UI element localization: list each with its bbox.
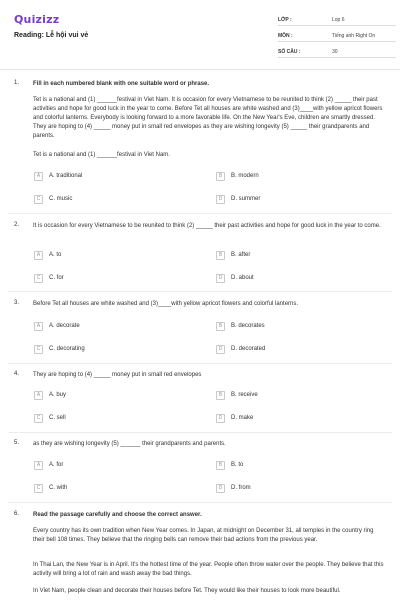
option-letter-box: C [34,274,43,283]
passage-paragraph-1: Every country has its own tradition when New Year comes. In Japan, at midnight on December 31, all temples in the country ring their bell 108 times. They believe that the ringing bells can remove their bad actions from the previous year. [33,528,374,543]
meta-row-subject [278,26,396,42]
option-a[interactable] [34,170,82,182]
option-letter-box: C [34,414,43,423]
option-c[interactable] [34,482,67,494]
question-number: 5. [14,440,20,446]
option-c[interactable] [34,412,66,424]
question-number: 4. [14,371,20,377]
divider [8,363,392,364]
option-letter-box: A [34,461,43,470]
question-stem: as they are wishing longevity (5) ______ their grandparents and parents. [33,441,226,447]
option-letter-box: D [216,414,225,423]
option-b[interactable] [216,170,259,182]
option-letter-box: B [216,322,225,331]
option-label: B. to [231,462,244,468]
worksheet-title: Reading: Lễ hội vui vẻ [14,32,89,39]
meta-row-count [278,42,396,58]
option-b[interactable] [216,320,265,332]
worksheet-meta [278,10,396,58]
divider [8,432,392,433]
option-label: A. decorate [49,323,80,329]
option-d[interactable] [216,412,253,424]
question-number: 2. [14,222,20,228]
option-label: C. sell [49,415,66,421]
option-a[interactable] [34,389,66,401]
option-label: B. decorates [231,323,265,329]
option-c[interactable] [34,193,72,205]
option-letter-box: C [34,484,43,493]
option-letter-box: D [216,484,225,493]
option-label: D. about [231,275,254,281]
question-stem: Tet is a national and (1) ______festival in Viet Nam. [33,152,170,158]
meta-value: Lop 6 [332,17,345,23]
option-label: C. with [49,485,68,491]
question-heading: Fill in each numbered blank with one suitable word or phrase. [33,81,210,87]
option-label: C. for [49,275,64,281]
option-letter-box: B [216,251,225,260]
option-b[interactable] [216,389,258,401]
option-a[interactable] [34,320,80,332]
option-label: C. music [49,196,73,202]
quizizz-logo: Quizizz [14,13,60,26]
passage-paragraph-3: In Viet Nam, people clean and decorate their houses before Tet. They would like their houses to look more beautiful. [33,588,341,594]
question-heading: Read the passage carefully and choose the correct answer. [33,512,202,518]
question-number: 3. [14,300,20,306]
option-letter-box: A [34,172,43,181]
option-label: B. receive [231,392,258,398]
divider [8,213,392,214]
option-letter-box: D [216,274,225,283]
option-a[interactable] [34,249,61,261]
option-letter-box: C [34,195,43,204]
divider [8,502,392,503]
meta-row-class [278,10,396,26]
option-label: D. decorated [231,346,266,352]
option-d[interactable] [216,272,254,284]
meta-value: 30 [332,49,338,55]
option-a[interactable] [34,459,63,471]
option-label: B. modern [231,173,259,179]
option-b[interactable] [216,459,243,471]
option-c[interactable] [34,272,64,284]
question-passage: Tet is a national and (1) ______festival in Viet Nam. It is occasion for every Vietnamese to be reunited to think (2) _____ their past activities and hope for good luck in the year to come. Before Tet all houses are white washed and (3)____with yellow apricot flowers and colorful lanterns. Everybody is looking forward to a more favorable life. On the New Year's Eve, children are smartly dressed. They are hoping to (4) _____ money put in small red envelopes as they are wishing longevity (5) _____ their grandparents and parents. [33,97,383,139]
option-letter-box: D [216,195,225,204]
option-label: D. from [231,485,251,491]
question-stem: They are hoping to (4) _____ money put in small red envelopes [33,372,202,378]
question-stem: Before Tet all houses are white washed and (3)____with yellow apricot flowers and colorful lanterns. [33,301,299,307]
option-d[interactable] [216,343,265,355]
option-letter-box: B [216,391,225,400]
option-label: D. make [231,415,254,421]
meta-key: MÔN : [278,33,293,39]
divider [8,291,392,292]
option-label: D. summer [231,196,261,202]
meta-key: LỚP : [278,17,292,23]
option-c[interactable] [34,343,85,355]
worksheet-header [0,0,400,70]
option-label: B. after [231,252,251,258]
option-letter-box: C [34,345,43,354]
option-d[interactable] [216,193,260,205]
option-d[interactable] [216,482,251,494]
option-letter-box: B [216,461,225,470]
option-b[interactable] [216,249,250,261]
option-label: A. buy [49,392,67,398]
passage-paragraph-2: In Thai Lan, the New Year is in April. It's the hottest time of the year. People often throw water over the people. They believe that this activity will bring a lot of rain and wash away the bad things. [33,562,384,577]
option-letter-box: B [216,172,225,181]
meta-key: SỐ CÂU : [278,49,301,55]
option-letter-box: A [34,251,43,260]
option-letter-box: D [216,345,225,354]
option-label: A. for [49,462,64,468]
meta-value: Tiếng anh Right On [332,33,376,39]
question-number: 6. [14,511,20,517]
option-label: A. traditional [49,173,83,179]
question-stem: It is occasion for every Vietnamese to be reunited to think (2) _____ their past activities and hope for good luck in the year to come. [33,223,381,229]
option-label: C. decorating [49,346,85,352]
option-letter-box: A [34,322,43,331]
option-label: A. to [49,252,62,258]
question-number: 1. [14,80,20,86]
option-letter-box: A [34,391,43,400]
